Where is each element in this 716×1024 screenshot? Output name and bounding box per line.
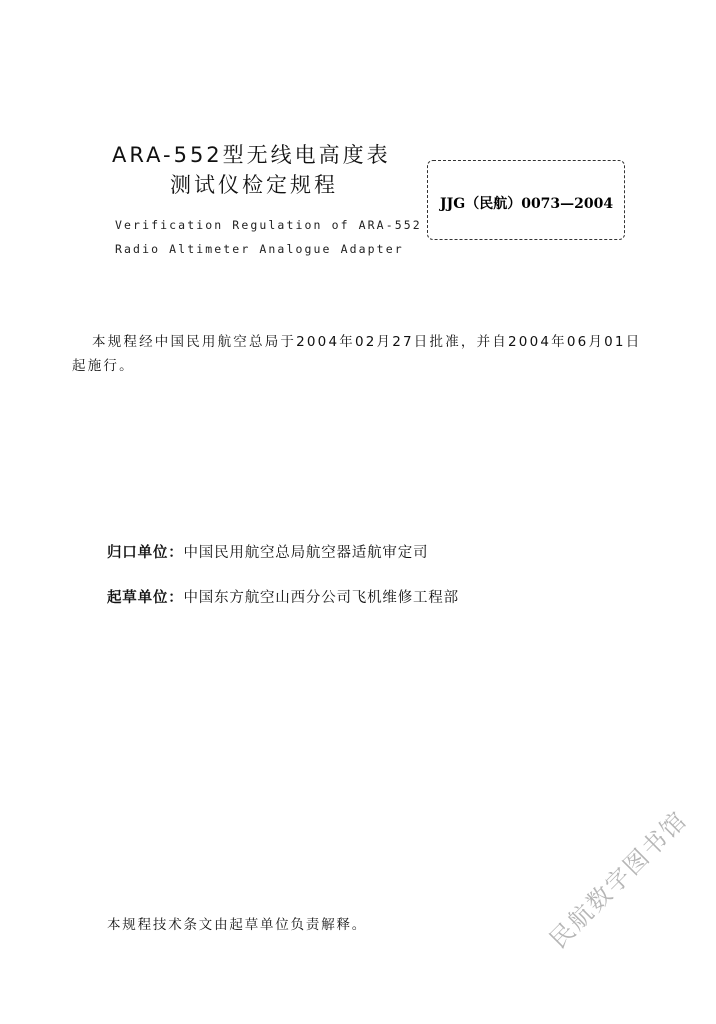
library-watermark: 民航数字图书馆 — [544, 805, 693, 955]
approval-text: 本规程经中国民用航空总局于2004年02月27日批准，并自2004年06月01日起施行。 — [72, 334, 642, 374]
drafting-unit-label: 起草单位： — [107, 590, 184, 606]
responsible-unit-value: 中国民用航空总局航空器适航审定司 — [183, 545, 429, 561]
approval-paragraph — [72, 330, 652, 378]
document-title-line2: 测试仪检定规程 — [170, 173, 338, 197]
document-title-line1: ARA-552型无线电高度表 — [112, 143, 391, 167]
responsible-unit — [107, 541, 428, 562]
english-title-line2: Radio Altimeter Analogue Adapter — [115, 242, 404, 256]
drafting-unit-value: 中国东方航空山西分公司飞机维修工程部 — [183, 590, 459, 606]
interpretation-note: 本规程技术条文由起草单位负责解释。 — [107, 917, 368, 933]
standard-code: JJG（民航）0073—2004 — [440, 196, 614, 212]
drafting-unit — [107, 586, 459, 607]
responsible-unit-label: 归口单位： — [107, 545, 184, 561]
title-block — [112, 140, 392, 200]
english-title-line1: Verification Regulation of ARA-552 — [115, 218, 422, 232]
standard-code-box — [427, 160, 625, 240]
